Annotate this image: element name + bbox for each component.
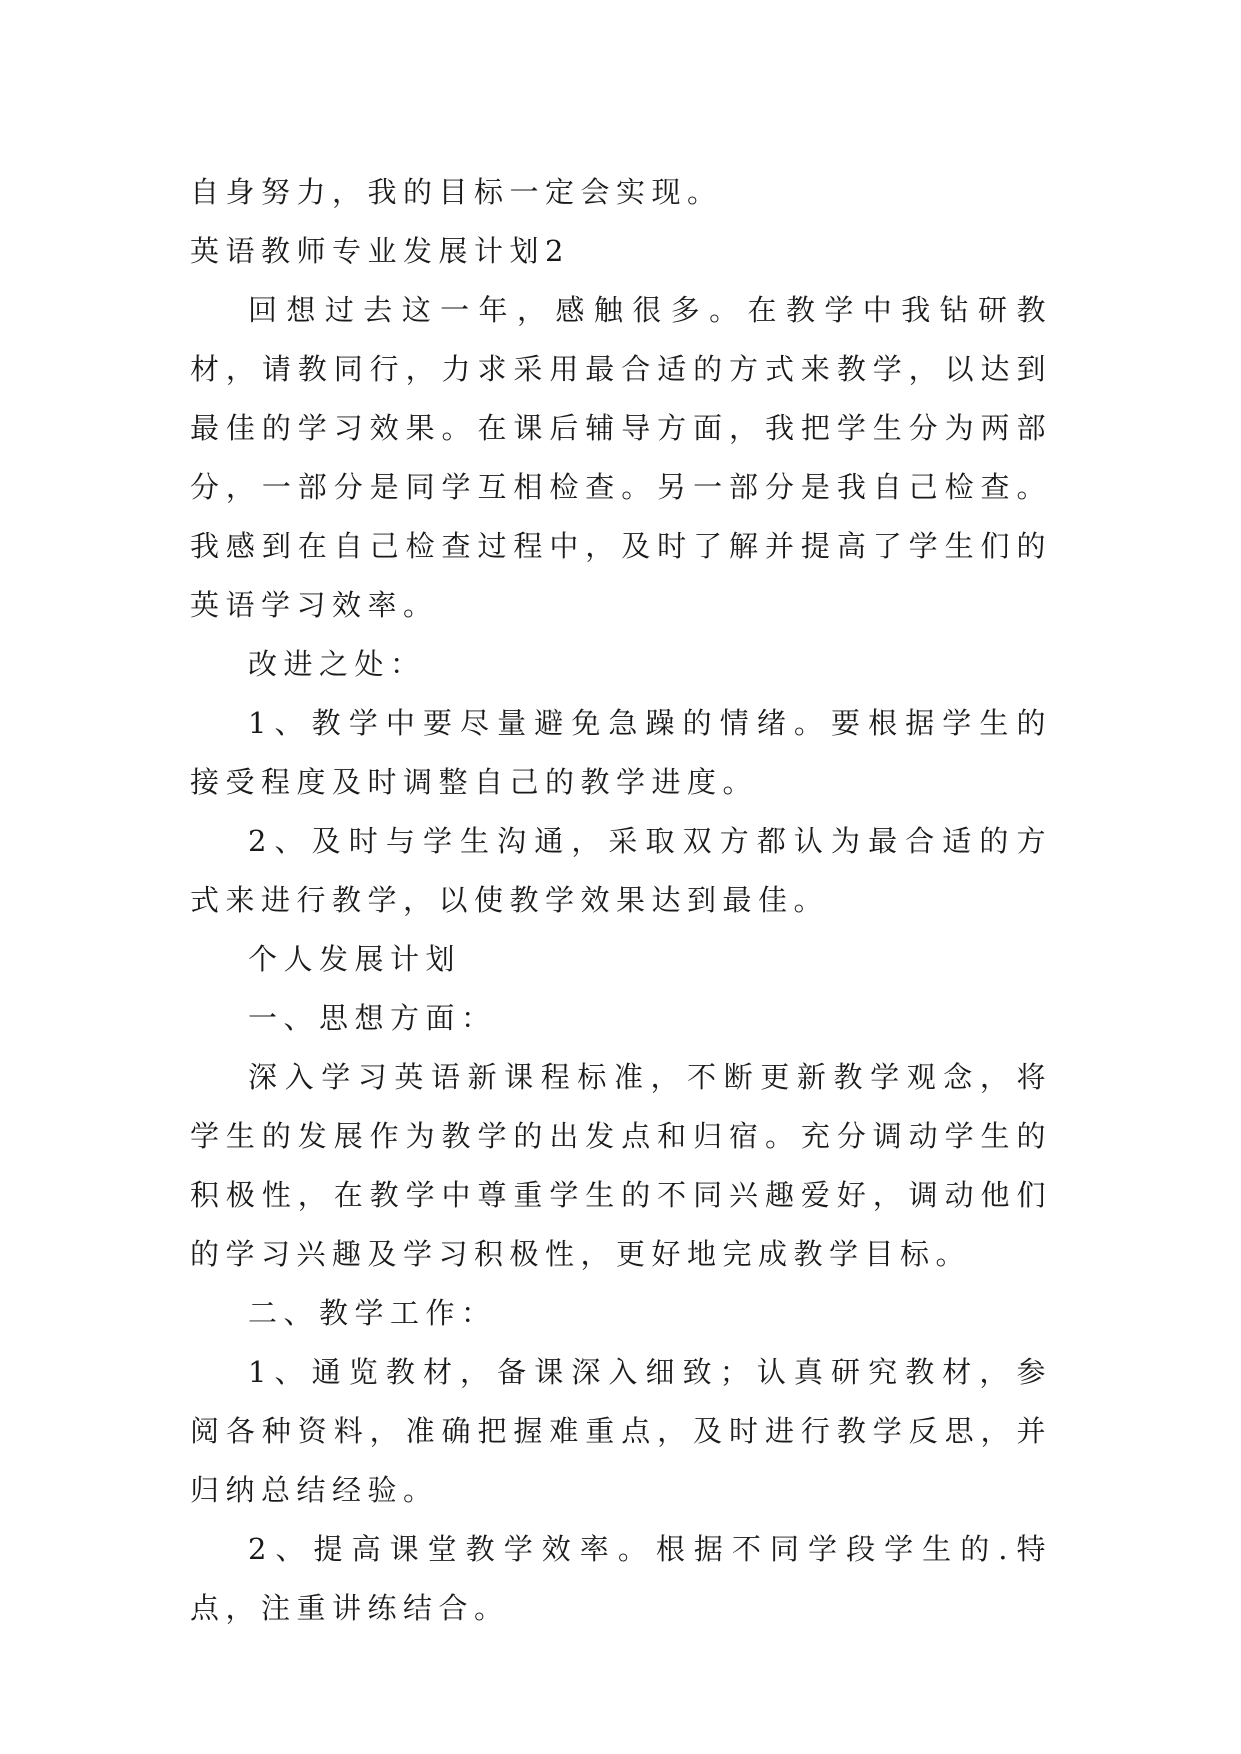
subheading-improvements: 改进之处： [248, 647, 426, 681]
paragraph-ideology: 深入学习英语新课程标准，不断更新教学观念，将学生的发展作为教学的出发点和归宿。充分调动学生的积极性，在教学中尊重学生的不同兴趣爱好，调动他们的学习兴趣及学习积极性，更好地完成教学目标。 [190, 1060, 1052, 1271]
paragraph-reflection: 回想过去这一年，感触很多。在教学中我钻研教材，请教同行，力求采用最合适的方式来教学，以达到最佳的学习效果。在课后辅导方面，我把学生分为两部分，一部分是同学互相检查。另一部分是我自己检查。我感到在自己检查过程中，及时了解并提高了学生们的英语学习效率。 [190, 293, 1052, 622]
subheading-teaching-work: 二、教学工作： [248, 1296, 497, 1330]
list-item-teaching-1: 1、通览教材，备课深入细致；认真研究教材，参阅各种资料，准确把握难重点，及时进行教学反思，并归纳总结经验。 [190, 1355, 1052, 1507]
list-item-improvement-2: 2、及时与学生沟通，采取双方都认为最合适的方式来进行教学，以使教学效果达到最佳。 [190, 824, 1052, 917]
subheading-ideology: 一、思想方面： [248, 1001, 497, 1035]
section-heading: 英语教师专业发展计划2 [190, 234, 570, 268]
paragraph-continuation: 自身努力，我的目标一定会实现。 [190, 175, 723, 209]
subheading-personal-plan: 个人发展计划 [248, 942, 462, 976]
list-item-improvement-1: 1、教学中要尽量避免急躁的情绪。要根据学生的接受程度及时调整自己的教学进度。 [190, 706, 1052, 799]
list-item-teaching-2: 2、提高课堂教学效率。根据不同学段学生的.特点，注重讲练结合。 [190, 1532, 1052, 1625]
document-body [190, 163, 1052, 1638]
